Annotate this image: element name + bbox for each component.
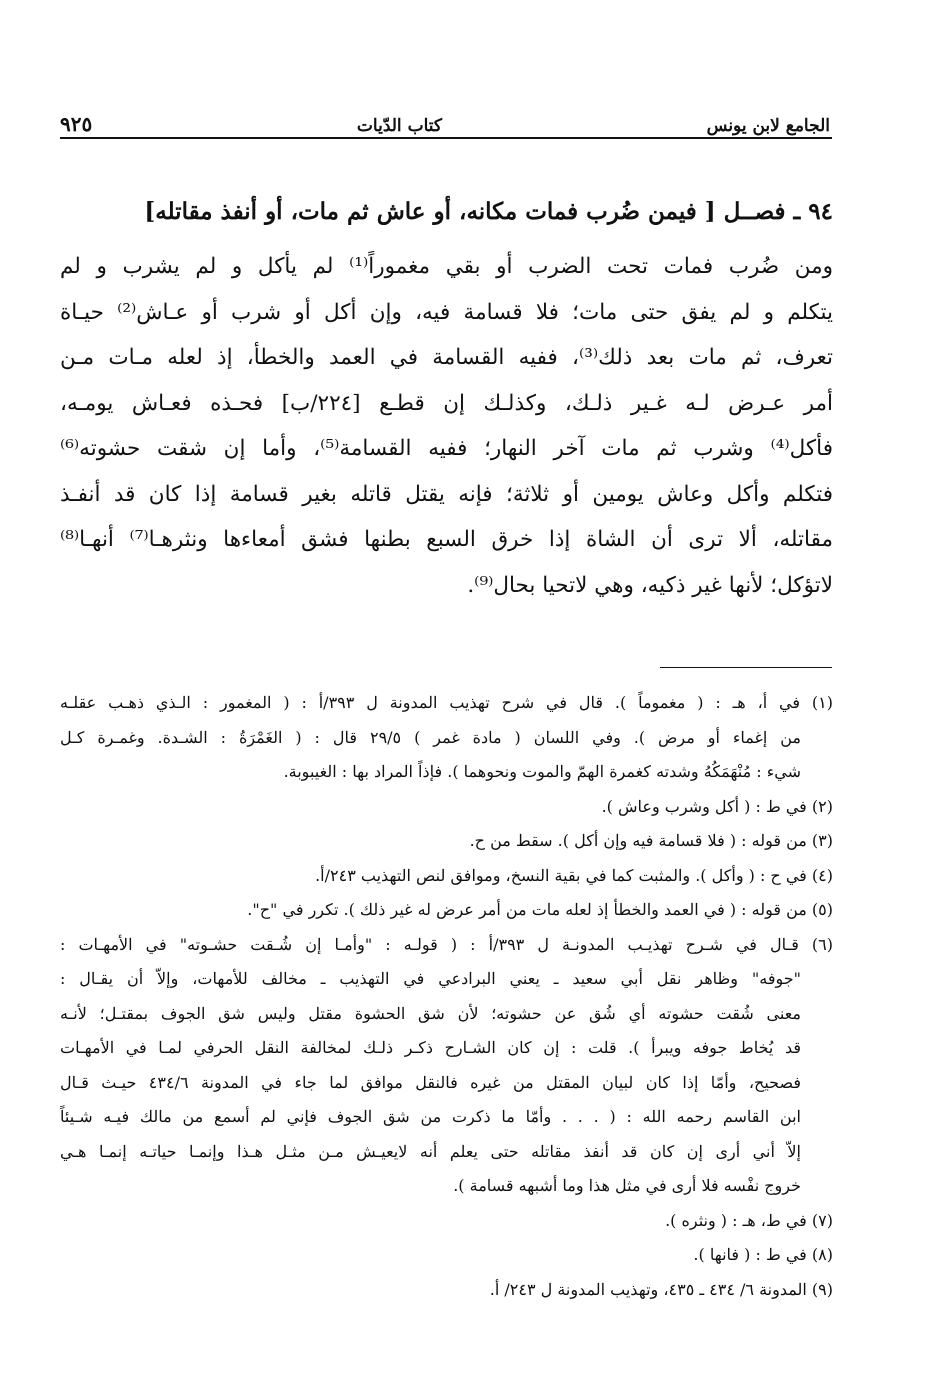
running-header xyxy=(60,106,830,136)
footnote-line: شيء : مُنْهَمَكُهُ وشدته كغمرة الهمّ والموت ونحوهما ). فإذاً المراد بها : الغيبوبة. xyxy=(283,762,801,781)
body-line: مقاتله، ألا ترى أن الشاة إذا خرق السبع بطنها فشق أمعاءها ونثرهـا⁽⁷⁾ أنهـا⁽⁸⁾ xyxy=(60,527,833,552)
footnote-separator xyxy=(660,667,832,668)
footnote-line: فصحيح، وأمّا إذا كان لبيان المقتل من غيره فالنقل موافق لما جاء في المدونة ٤٣٤/٦ حيـث قـال xyxy=(60,1072,801,1092)
footnote-line: (٤) في ح : ( وأكل ). والمثبت كما في بقية النسخ، وموافق لنص التهذيب ٢٤٣/أ. xyxy=(315,865,833,885)
footnote-line: (٧) في ط، هـ : ( ونثره ). xyxy=(665,1210,833,1230)
footnote-4 xyxy=(60,859,833,894)
section-title: ٩٤ ـ فصــل [ فيمن ضُرب فمات مكانه، أو عاش ثم مات، أو أنفذ مقاتله] xyxy=(144,198,833,225)
footnote-line: (٥) من قوله : ( في العمد والخطأ إذ لعله مات من أمر عرض له غير ذلك ). تكرر في "ح". xyxy=(247,900,833,919)
chapter-title: كتاب الدّيات xyxy=(356,116,442,136)
footnote-7 xyxy=(60,1204,833,1239)
footnote-line: (٨) في ط : ( فانها ). xyxy=(693,1245,833,1264)
footnote-3 xyxy=(60,824,833,859)
footnote-6 xyxy=(60,928,833,1204)
footnote-line: من إغماء أو مرض ). وفي اللسان ( مادة غمر ) ٢٩/٥ قال : ( الغَمْرَةُ : الشـدة. وغمـرة كـل xyxy=(60,727,801,747)
book-title: الجامع لابن يونس xyxy=(706,116,830,136)
footnote-line: "جوفه" وظاهر نقل أبي سعيد ـ يعني البرادعي في التهذيب ـ مخالف للأمهات، وإلاّ أن يقـال : xyxy=(60,969,801,988)
footnote-5 xyxy=(60,893,833,928)
footnote-line: ابن القاسم رحمه الله : ( . . . وأمّا ما ذكرت من شق الجوف فإني لم أسمع من مالك فيـه شـيئاً xyxy=(60,1107,802,1126)
footnotes xyxy=(60,686,833,1307)
body-line: أمر عـرض لـه غـير ذلـك، وكذلـك إن قطـع [٢٢٤/ب] فحـذه فعـاش يومـه، xyxy=(60,390,833,416)
body-line: لاتؤكل؛ لأنها غير ذكيه، وهي لاتحيا بحال⁽⁹⁾. xyxy=(467,572,833,598)
footnote-2 xyxy=(60,790,833,825)
footnote-line: قد يُخاط جوفه ويبرأ ). قلت : إن كان الشـارح ذكـر ذلـك لمخالفة النقل الحرفي لمـا في الأمهـات xyxy=(60,1038,801,1057)
footnote-8 xyxy=(60,1238,833,1273)
main-text xyxy=(60,244,833,608)
footnote-line: (٩) المدونة ٦/ ٤٣٤ ـ ٤٣٥، وتهذيب المدونة ل ٢٤٣/ أ. xyxy=(489,1279,833,1299)
footnote-line: (٢) في ط : ( أكل وشرب وعاش ). xyxy=(601,796,833,816)
footnote-1 xyxy=(60,686,833,790)
header-rule xyxy=(60,137,832,139)
body-line: تعرف، ثم مات بعد ذلك⁽³⁾، ففيه القسامة في العمد والخطأ، إذ لعله مـات مـن xyxy=(60,345,833,370)
footnote-line: (١) في أ، هـ : ( مغموماً ). قال في شرح تهذيب المدونة ل ٣٩٣/أ : ( المغمور : الـذي ذهـب عقلـه xyxy=(60,693,833,712)
footnote-line: (٦) قـال في شـرح تهذيـب المدونـة ل ٣٩٣/أ : ( قولـه : "وأمـا إن شُـقت حشـوته" في الأمهـات : xyxy=(60,934,834,954)
body-line: ومن ضُرب فمات تحت الضرب أو بقي مغموراً⁽¹⁾ لم يأكل و لم يشرب و لم xyxy=(60,254,833,279)
body-line: فتكلم وأكل وعاش يومين أو ثلاثة؛ فإنه يقتل قاتله بغير قسامة إذا كان قد أنفـذ xyxy=(60,481,833,507)
page-number: ٩٢٥ xyxy=(60,112,93,136)
footnote-line: معنى شُقت حشوته أي شُق عن حشوته؛ لأن شق الحشوة مقتل وليس شق الجوف بمقتـل؛ لأنـه xyxy=(60,1003,801,1023)
footnote-9 xyxy=(60,1273,833,1308)
body-line: فأكل⁽⁴⁾ وشرب ثم مات آخر النهار؛ ففيه القسامة⁽⁵⁾، وأما إن شقت حشوته⁽⁶⁾ xyxy=(60,436,833,461)
footnote-line: خروج نفْسه فلا أرى في مثل هذا وما أشبهه قسامة ). xyxy=(453,1176,801,1195)
body-line: يتكلم و لم يفق حتى مات؛ فلا قسامة فيه، وإن أكل أو شرب أو عـاش⁽²⁾ حيـاة xyxy=(60,299,833,325)
footnote-line: (٣) من قوله : ( فلا قسامة فيه وإن أكل ). سقط من ح. xyxy=(469,831,833,850)
footnote-line: إلاّ أني أرى إن كان قد أنفذ مقاتله حتى يعلم أنه لايعيـش مـن مثـل هـذا وإنمـا حياتـه إنمـا هـي xyxy=(60,1141,801,1161)
